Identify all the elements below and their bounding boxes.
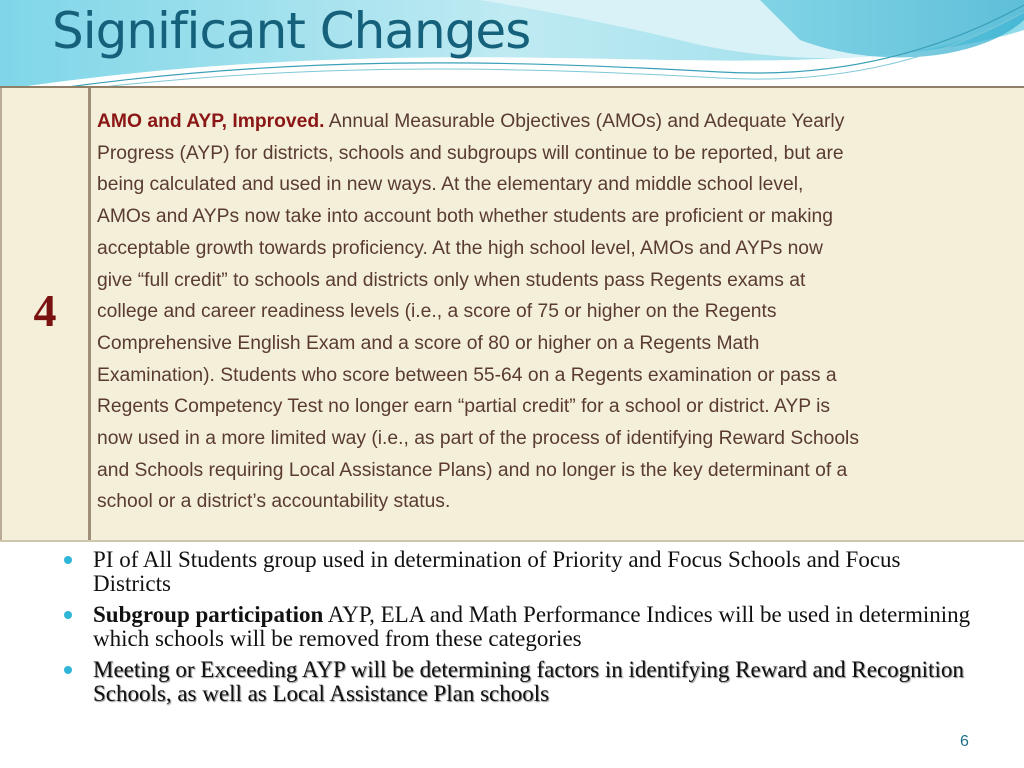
description-line: being calculated and used in new ways. At the elementary and middle school level,: [97, 174, 804, 196]
description-line: Progress (AYP) for districts, schools and subgroups will continue to be reported, but are: [97, 142, 844, 164]
bullet-text: PI of All Students group used in determination of Priority and Focus Schools and Focus Districts: [93, 547, 901, 596]
description-line: acceptable growth towards proficiency. At the high school level, AMOs and AYPs now: [97, 237, 823, 259]
description-line: AMOs and AYPs now take into account both whether students are proficient or making: [97, 206, 833, 228]
bullet-list: [64, 548, 984, 713]
slide-title: Significant Changes: [52, 2, 531, 60]
bullet-item: [64, 548, 984, 596]
bullet-dot-icon: [64, 556, 72, 564]
bullet-text: Meeting or Exceeding AYP will be determining factors in identifying Reward and Recognition Schools, as well as Local Assistance Plan schools: [93, 657, 964, 706]
description-line: [97, 106, 1007, 138]
description-text: Annual Measurable Objectives (AMOs) and Adequate Yearly: [324, 111, 845, 132]
bullet-dot-icon: [64, 611, 72, 619]
page-number: 6: [960, 733, 969, 750]
description-line: Regents Competency Test no longer earn “partial credit” for a school or district. AYP is: [97, 396, 831, 418]
description-line: Examination). Students who score between 55-64 on a Regents examination or pass a: [97, 364, 837, 386]
description-heading: AMO and AYP, Improved.: [97, 111, 325, 132]
bullet-item: [64, 603, 984, 651]
row-description: [97, 106, 1007, 518]
row-number: 4: [33, 285, 57, 336]
policy-table-image: [0, 86, 1024, 542]
description-line: college and career readiness levels (i.e., a score of 75 or higher on the Regents: [97, 301, 777, 323]
description-line: and Schools requiring Local Assistance Plans) and no longer is the key determinant of a: [97, 459, 848, 481]
row-number-cell: [0, 88, 91, 540]
description-line: now used in a more limited way (i.e., as part of the process of identifying Reward Schools: [97, 428, 859, 450]
bullet-dot-icon: [64, 666, 72, 674]
bullet-item: [64, 658, 984, 706]
description-line: Comprehensive English Exam and a score of 80 or higher on a Regents Math: [97, 332, 760, 354]
bullet-text: AYP, ELA and Math Performance Indices will be used in determining which schools will be removed from these categories: [93, 602, 971, 651]
bullet-bold-text: Subgroup participation: [93, 602, 324, 627]
description-line: school or a district’s accountability status.: [97, 491, 451, 513]
description-line: give “full credit” to schools and districts only when students pass Regents exams at: [97, 269, 806, 291]
